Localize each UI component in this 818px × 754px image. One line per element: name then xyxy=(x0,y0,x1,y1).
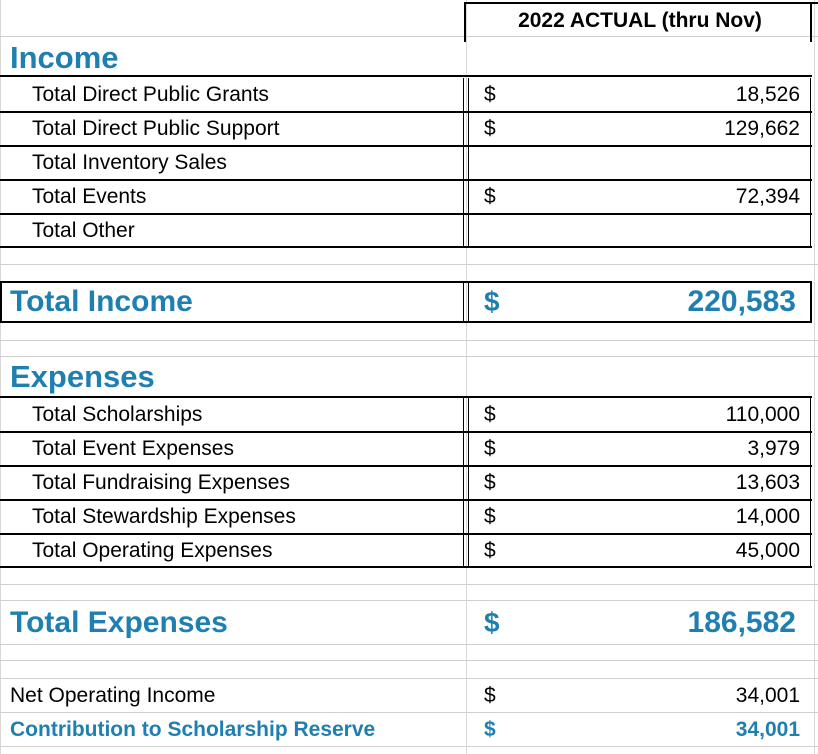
table-row xyxy=(0,112,818,146)
total-income-label: Total Income xyxy=(10,285,193,318)
net-operating-amount: 34,001 xyxy=(735,684,800,707)
border-line xyxy=(0,76,812,77)
grid-line xyxy=(0,340,818,341)
reserve-row xyxy=(0,713,818,747)
expenses-title: Expenses xyxy=(10,359,155,394)
total-expenses-row xyxy=(0,602,818,644)
total-expenses-label: Total Expenses xyxy=(10,606,228,639)
table-row xyxy=(0,146,818,180)
dollar-sign xyxy=(484,146,504,180)
row-label: Total Events xyxy=(32,185,147,208)
dollar-sign: $ xyxy=(484,185,496,208)
row-label: Total Direct Public Support xyxy=(32,117,280,140)
border-line xyxy=(0,321,812,323)
grid-line xyxy=(0,660,818,661)
dollar-sign: $ xyxy=(484,403,496,426)
table-row xyxy=(0,78,818,112)
grid-line xyxy=(0,644,818,645)
income-title: Income xyxy=(10,40,119,75)
column-separator xyxy=(463,283,469,321)
total-income-amount: 220,583 xyxy=(687,285,796,318)
column-separator xyxy=(463,78,469,247)
row-amount: 72,394 xyxy=(735,185,800,208)
row-amount: 129,662 xyxy=(724,117,800,140)
dollar-sign: $ xyxy=(484,684,496,707)
net-operating-label: Net Operating Income xyxy=(10,684,216,707)
dollar-sign: $ xyxy=(484,505,496,528)
row-label: Total Direct Public Grants xyxy=(32,83,269,106)
border-line xyxy=(464,2,466,42)
dollar-sign: $ xyxy=(484,471,496,494)
border-line xyxy=(810,2,812,42)
grid-line xyxy=(0,356,818,357)
border-line xyxy=(0,282,2,322)
row-label: Total Stewardship Expenses xyxy=(32,505,296,528)
row-label: Total Event Expenses xyxy=(32,437,234,460)
row-label: Total Other xyxy=(32,219,135,242)
dollar-sign: $ xyxy=(484,539,496,562)
border-line xyxy=(810,282,812,322)
expenses-section xyxy=(0,358,818,396)
border-line xyxy=(810,398,811,567)
row-amount xyxy=(510,146,800,180)
income-section xyxy=(0,40,818,76)
table-row xyxy=(0,398,818,432)
dollar-sign: $ xyxy=(484,718,496,741)
row-amount: 110,000 xyxy=(725,403,800,426)
table-row xyxy=(0,534,818,568)
grid-line xyxy=(0,600,818,601)
net-operating-row xyxy=(0,679,818,713)
border-line xyxy=(0,246,812,248)
reserve-label: Contribution to Scholarship Reserve xyxy=(10,718,376,741)
border-line xyxy=(810,78,811,247)
total-income-row xyxy=(0,283,818,321)
total-expenses-amount: 186,582 xyxy=(687,606,796,639)
dollar-sign: $ xyxy=(484,117,496,140)
column-header: 2022 ACTUAL (thru Nov) xyxy=(518,9,762,32)
row-label: Total Operating Expenses xyxy=(32,539,273,562)
dollar-sign: $ xyxy=(484,286,500,317)
dollar-sign: $ xyxy=(484,607,500,638)
table-row xyxy=(0,466,818,500)
dollar-sign xyxy=(484,214,504,248)
grid-line xyxy=(0,584,818,585)
table-row xyxy=(0,180,818,214)
table-row xyxy=(0,500,818,534)
reserve-amount: 34,001 xyxy=(735,718,800,741)
dollar-sign: $ xyxy=(484,83,496,106)
row-label: Total Inventory Sales xyxy=(32,151,227,174)
row-amount xyxy=(510,214,800,248)
row-amount: 18,526 xyxy=(735,83,800,106)
row-amount: 14,000 xyxy=(735,505,800,528)
border-line xyxy=(0,566,812,568)
row-label: Total Fundraising Expenses xyxy=(32,471,290,494)
row-amount: 13,603 xyxy=(735,471,800,494)
row-amount: 45,000 xyxy=(735,539,800,562)
row-amount: 3,979 xyxy=(747,437,800,460)
table-row xyxy=(0,214,818,248)
row-label: Total Scholarships xyxy=(32,403,203,426)
column-separator xyxy=(463,398,469,567)
table-row xyxy=(0,432,818,466)
grid-line xyxy=(0,264,818,265)
dollar-sign: $ xyxy=(484,437,496,460)
